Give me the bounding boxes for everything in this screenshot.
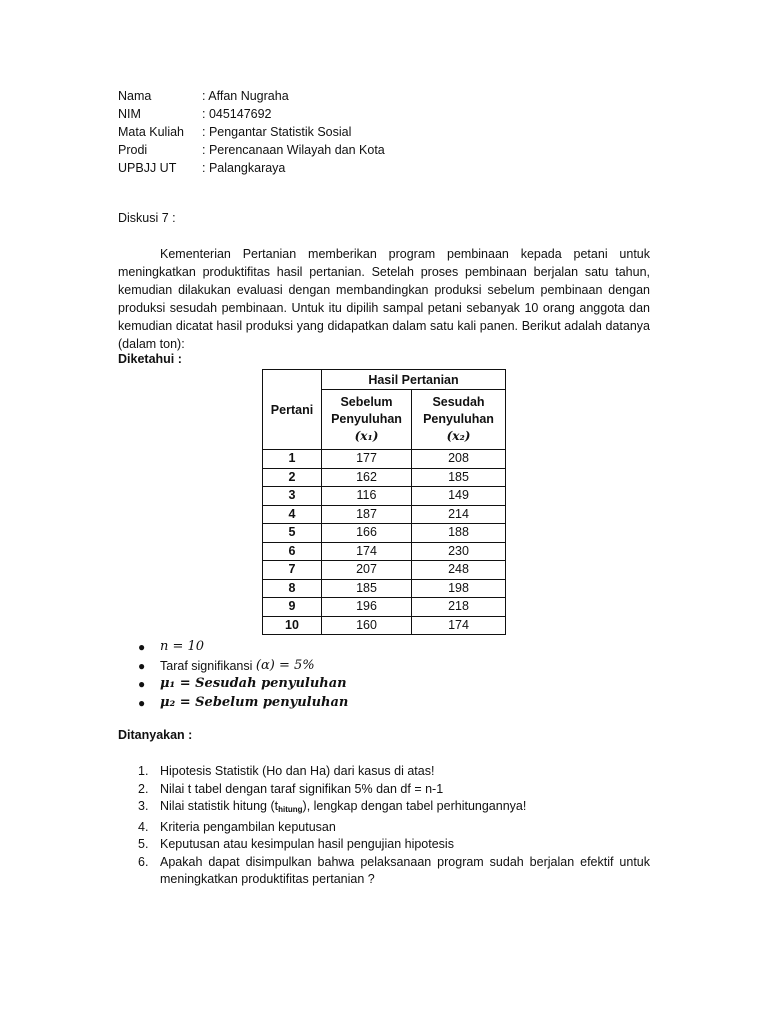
info-label: Nama xyxy=(118,89,152,103)
cell-no: 3 xyxy=(263,487,322,506)
table-row xyxy=(263,542,506,561)
cell-after: 188 xyxy=(412,524,506,543)
cell-no: 4 xyxy=(263,505,322,524)
bullet-icon: ● xyxy=(138,677,146,691)
list-item xyxy=(138,836,650,854)
col-header-before-line2: Penyuluhan xyxy=(331,412,402,426)
table-row xyxy=(263,616,506,635)
cell-no: 9 xyxy=(263,598,322,617)
sample-size: n = 10 xyxy=(160,639,205,654)
question-number: 1. xyxy=(138,764,149,778)
col-header-after xyxy=(412,390,506,450)
cell-after: 174 xyxy=(412,616,506,635)
question-text: Hipotesis Statistik (Ho dan Ha) dari kasus di atas! xyxy=(160,764,435,778)
student-info xyxy=(118,87,385,177)
mu1-definition: μ₁ = Sesudah penyuluhan xyxy=(160,676,347,691)
cell-before: 207 xyxy=(322,561,412,580)
cell-before: 187 xyxy=(322,505,412,524)
alpha-value: (α) = 5% xyxy=(255,657,315,673)
question-number: 6. xyxy=(138,854,149,869)
info-row-name xyxy=(118,87,385,105)
bullet-icon: ● xyxy=(138,658,146,673)
list-item xyxy=(138,675,348,694)
table-row xyxy=(263,487,506,506)
harvest-table xyxy=(262,369,506,635)
col-header-before-line1: Sebelum xyxy=(340,395,393,409)
list-item xyxy=(138,657,348,676)
question-text: Apakah dapat disimpulkan bahwa pelaksanaan program sudah berjalan efektif untuk meningkatkan produktifitas pertanian ? xyxy=(160,854,650,886)
question-text: Keputusan atau kesimpulan hasil pengujian hipotesis xyxy=(160,837,454,851)
col-header-after-line2: Penyuluhan xyxy=(423,412,494,426)
info-row-course xyxy=(118,123,385,141)
known-heading: Diketahui : xyxy=(118,352,182,366)
list-item xyxy=(138,638,348,657)
info-value: : Pengantar Statistik Sosial xyxy=(202,125,352,139)
table-row xyxy=(263,579,506,598)
info-row-upbjj xyxy=(118,159,385,177)
cell-before: 160 xyxy=(322,616,412,635)
cell-after: 248 xyxy=(412,561,506,580)
cell-after: 149 xyxy=(412,487,506,506)
cell-after: 208 xyxy=(412,450,506,469)
question-number: 4. xyxy=(138,819,149,834)
cell-before: 185 xyxy=(322,579,412,598)
question-text xyxy=(160,798,650,819)
cell-before: 162 xyxy=(322,468,412,487)
cell-no: 5 xyxy=(263,524,322,543)
bullet-icon: ● xyxy=(138,695,146,710)
table-row xyxy=(263,524,506,543)
info-value: : 045147692 xyxy=(202,107,272,121)
cell-no: 1 xyxy=(263,450,322,469)
cell-after: 218 xyxy=(412,598,506,617)
cell-before: 166 xyxy=(322,524,412,543)
cell-no: 6 xyxy=(263,542,322,561)
info-value: : Affan Nugraha xyxy=(202,89,289,103)
mu2-definition: μ₂ = Sebelum penyuluhan xyxy=(160,694,349,710)
question-number: 2. xyxy=(138,781,149,796)
cell-after: 185 xyxy=(412,468,506,487)
list-item xyxy=(138,854,650,889)
cell-after: 214 xyxy=(412,505,506,524)
info-row-nim xyxy=(118,105,385,123)
info-label: Prodi xyxy=(118,143,148,157)
cell-before: 174 xyxy=(322,542,412,561)
cell-before: 116 xyxy=(322,487,412,506)
asked-heading: Ditanyakan : xyxy=(118,728,193,742)
list-item xyxy=(138,819,650,837)
cell-after: 230 xyxy=(412,542,506,561)
info-value: : Palangkaraya xyxy=(202,161,286,175)
col-header-after-line1: Sesudah xyxy=(432,395,485,409)
col-header-farmer: Pertani xyxy=(263,370,322,450)
group-header-harvest: Hasil Pertanian xyxy=(322,370,506,390)
table-row xyxy=(263,598,506,617)
info-label: UPBJJ UT xyxy=(118,161,177,175)
known-bullets xyxy=(138,638,348,712)
col-header-before xyxy=(322,390,412,450)
cell-no: 7 xyxy=(263,561,322,580)
question-text-end: ), lengkap dengan tabel perhitungannya! xyxy=(302,799,527,813)
bullet-icon: ● xyxy=(138,640,146,654)
col-header-after-var: (x₂) xyxy=(446,429,471,443)
list-item xyxy=(138,798,650,819)
info-value: : Perencanaan Wilayah dan Kota xyxy=(202,143,385,157)
cell-no: 10 xyxy=(263,616,322,635)
list-item xyxy=(138,694,348,713)
info-row-program xyxy=(118,141,385,159)
cell-no: 8 xyxy=(263,579,322,598)
problem-paragraph: Kementerian Pertanian memberikan program pembinaan kepada petani untuk meningkatkan produktifitas hasil pertanian. Setelah proses pembinaan berjalan satu tahun, kemudian dilakukan evaluasi dengan membandingkan produksi sebelum pembinaan dengan produksi sesudah pembinaan. Untuk itu dipilih sampal petani sebanyak 10 orang anggota dan kemudian dicatat hasil produksi yang didapatkan dalam satu kali panen. Berikut adalah datanya (dalam ton): xyxy=(118,247,650,351)
col-header-before-var: (x₁) xyxy=(354,429,379,443)
cell-after: 198 xyxy=(412,579,506,598)
alpha-label: Taraf signifikansi xyxy=(160,658,253,673)
table-row xyxy=(263,505,506,524)
list-item xyxy=(138,763,650,781)
info-label: Mata Kuliah xyxy=(118,125,185,139)
question-text: Nilai t tabel dengan taraf signifikan 5% dan df = n-1 xyxy=(160,781,444,796)
question-text: Kriteria pengambilan keputusan xyxy=(160,819,336,834)
table-row xyxy=(263,468,506,487)
table-row xyxy=(263,561,506,580)
discussion-title: Diskusi 7 : xyxy=(118,211,176,225)
cell-no: 2 xyxy=(263,468,322,487)
question-number: 5. xyxy=(138,837,149,851)
question-list xyxy=(138,763,650,889)
list-item xyxy=(138,781,650,799)
question-number: 3. xyxy=(138,799,149,813)
cell-before: 177 xyxy=(322,450,412,469)
subscript-hitung: hitung xyxy=(278,805,303,814)
cell-before: 196 xyxy=(322,598,412,617)
table-row xyxy=(263,450,506,469)
info-label: NIM xyxy=(118,107,141,121)
question-text-start: Nilai statistik hitung (t xyxy=(160,799,279,813)
